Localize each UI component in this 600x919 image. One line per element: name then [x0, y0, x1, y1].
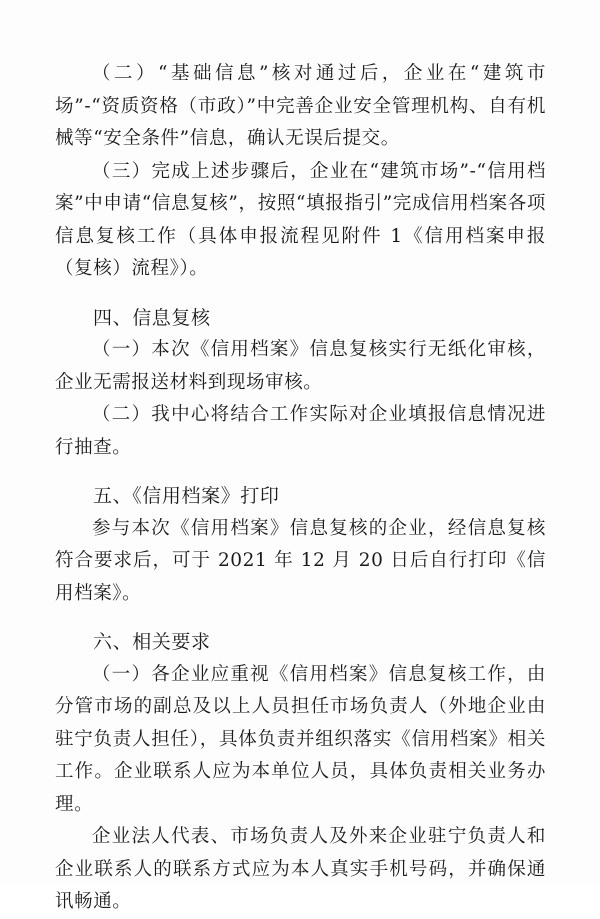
section-spacer [55, 610, 546, 626]
section-heading-print: 五、《信用档案》打印 [93, 485, 280, 507]
paragraph-credit-review-application: （三）完成上述步骤后，企业在“建筑市场”-“信用档案”中申请“信息复核”，按照“填报指引”完成信用档案各项信息复核工作（具体申报流程见附件 1《信用档案申报（复核）流程》）。 [55, 160, 546, 279]
paragraph-responsibility: （一）各企业应重视《信用档案》信息复核工作，由分管市场的副总及以上人员担任市场负责人（外地企业由驻宁负责人担任），具体负责并组织落实《信用档案》相关工作。企业联系人应为本单位人员，具体负责相关业务办理。 [55, 663, 546, 815]
paragraph-basic-info-check: （二）“基础信息”核对通过后，企业在“建筑市场”-“资质资格（市政）”中完善企业安全管理机构、自有机械等“安全条件”信息，确认无误后提交。 [55, 63, 546, 149]
paragraph-spot-check: （二）我中心将结合工作实际对企业填报信息情况进行抽查。 [55, 404, 546, 458]
paragraph-contact-info: 企业法人代表、市场负责人及外来企业驻宁负责人和企业联系人的联系方式应为本人真实手机号码，并确保通讯畅通。 [55, 826, 546, 912]
section-heading-requirements: 六、相关要求 [93, 631, 211, 653]
section-spacer [55, 286, 546, 302]
paragraph-paperless-review: （一）本次《信用档案》信息复核实行无纸化审核，企业无需报送材料到现场审核。 [55, 339, 546, 393]
section-heading-info-review: 四、信息复核 [93, 306, 211, 329]
paragraph-print-date: 参与本次《信用档案》信息复核的企业，经信息复核符合要求后，可于 2021 年 12 月 20 日后自行打印《信用档案》。 [55, 517, 546, 604]
section-spacer [55, 464, 546, 480]
